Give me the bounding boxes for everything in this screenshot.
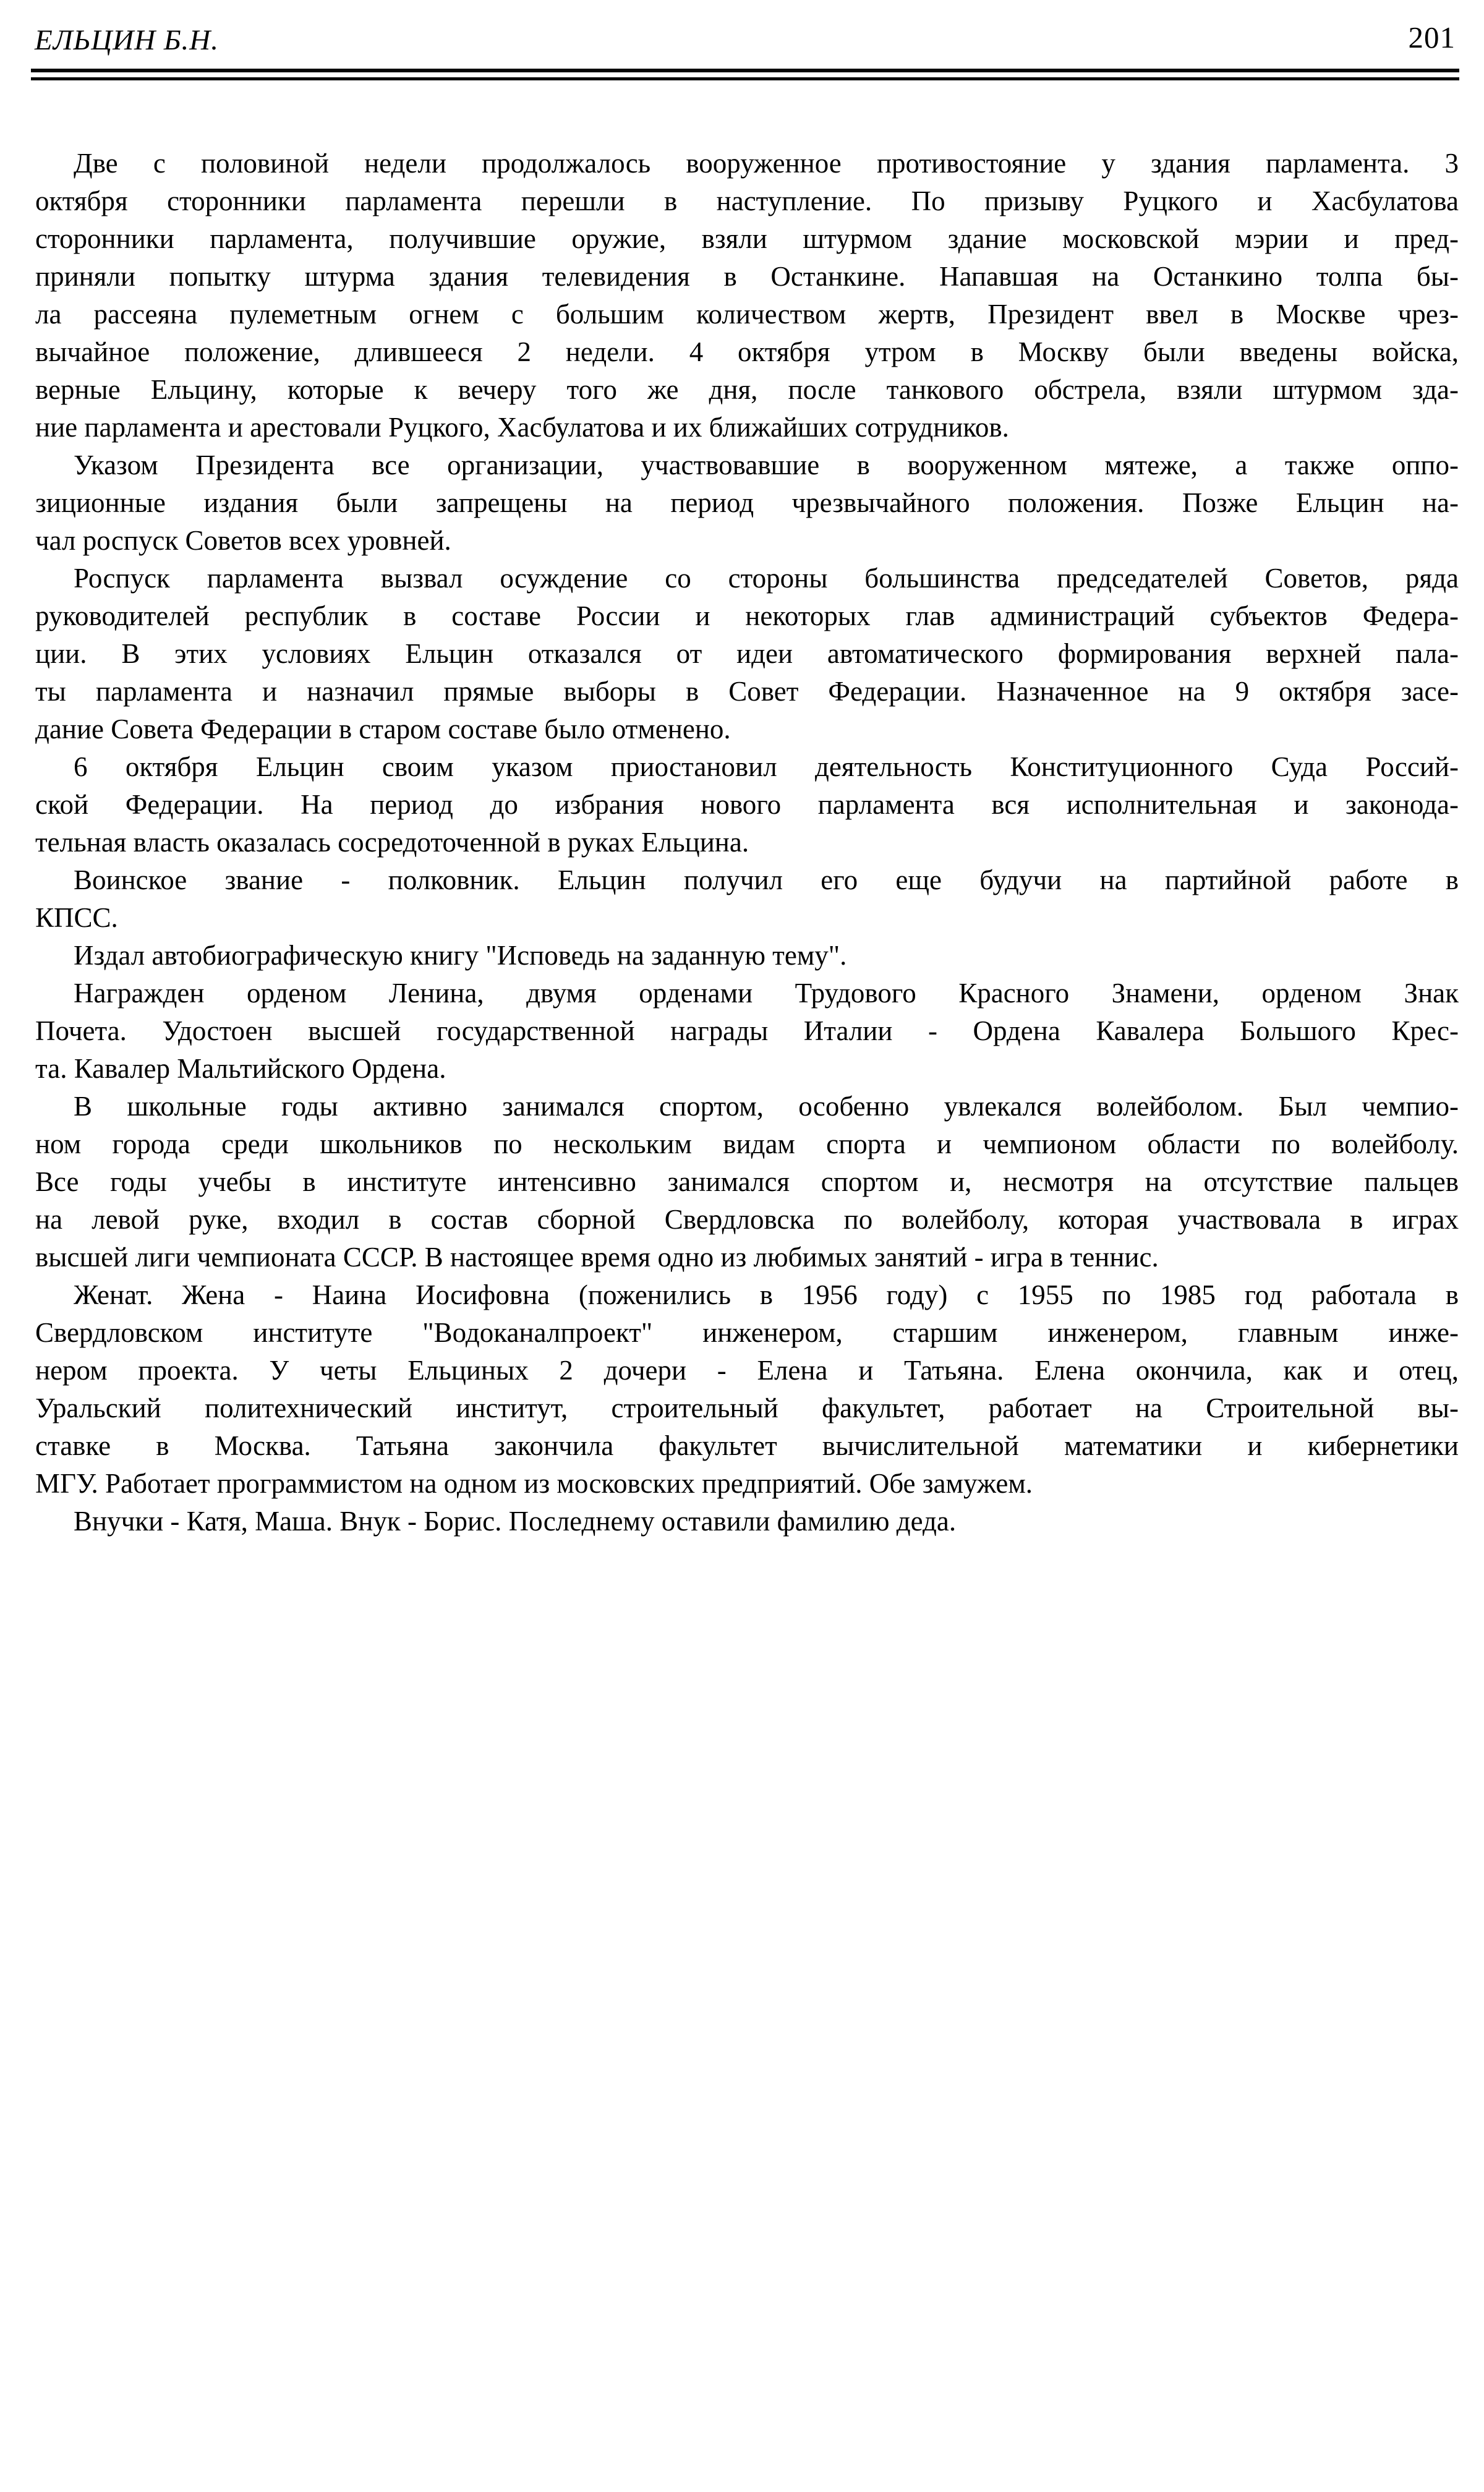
text-line: та. Кавалер Мальтийского Ордена. xyxy=(35,1053,446,1084)
text-line: вычайное положение, длившееся 2 недели. 4 октября утром в Москву были введены войска, xyxy=(35,336,1459,367)
text-line: Награжден орденом Ленина, двумя орденами Трудового Красного Знамени, орденом Знак xyxy=(74,978,1459,1009)
page-body-text xyxy=(35,145,1459,1540)
text-line: на левой руке, входил в состав сборной Свердловска по волейболу, которая участвовала в играх xyxy=(35,1204,1459,1235)
text-line: нером проекта. У четы Ельциных 2 дочери - Елена и Татьяна. Елена окончила, как и отец, xyxy=(35,1355,1459,1386)
text-line: дание Совета Федерации в старом составе было отменено. xyxy=(35,714,731,745)
paragraph xyxy=(35,446,1459,560)
running-header-title: ЕЛЬЦИН Б.Н. xyxy=(35,24,220,56)
text-line: зиционные издания были запрещены на период чрезвычайного положения. Позже Ельцин на- xyxy=(35,487,1459,518)
text-line: Женат. Жена - Наина Иосифовна (поженились в 1956 году) с 1955 по 1985 год работала в xyxy=(74,1279,1459,1310)
text-line: ставке в Москва. Татьяна закончила факультет вычислительной математики и кибернетики xyxy=(35,1430,1459,1461)
text-line: Свердловском институте "Водоканалпроект" инженером, старшим инженером, главным инже- xyxy=(35,1317,1459,1348)
header-divider-rule xyxy=(31,69,1459,80)
text-line: Воинское звание - полковник. Ельцин получил его еще будучи на партийной работе в xyxy=(74,864,1459,895)
text-line: верные Ельцину, которые к вечеру того же дня, после танкового обстрела, взяли штурмом зда- xyxy=(35,374,1459,405)
text-line: Две с половиной недели продолжалось вооруженное противостояние у здания парламента. 3 xyxy=(74,148,1459,179)
page-header xyxy=(35,20,1456,61)
text-line: ции. В этих условиях Ельцин отказался от идеи автоматического формирования верхней пала- xyxy=(35,638,1459,669)
text-line: октября сторонники парламента перешли в наступление. По призыву Руцкого и Хасбулатова xyxy=(35,186,1459,216)
text-line: МГУ. Работает программистом на одном из московских предприятий. Обе замужем. xyxy=(35,1468,1033,1499)
paragraph xyxy=(35,1276,1459,1503)
paragraph xyxy=(35,975,1459,1088)
text-line: Все годы учебы в институте интенсивно занимался спортом и, несмотря на отсутствие пальцев xyxy=(35,1166,1459,1197)
text-line: ты парламента и назначил прямые выборы в Совет Федерации. Назначенное на 9 октября засе- xyxy=(35,676,1459,707)
text-line: Указом Президента все организации, участвовавшие в вооруженном мятеже, а также оппо- xyxy=(74,450,1459,480)
paragraph xyxy=(35,1503,1459,1540)
text-line: В школьные годы активно занимался спортом, особенно увлекался волейболом. Был чемпио- xyxy=(74,1091,1459,1122)
text-line: ла рассеяна пулеметным огнем с большим количеством жертв, Президент ввел в Москве чрез- xyxy=(35,299,1459,330)
text-line: сторонники парламента, получившие оружие, взяли штурмом здание московской мэрии и пред- xyxy=(35,223,1459,254)
paragraph xyxy=(35,560,1459,748)
text-line: руководителей республик в составе России и некоторых глав администраций субъектов Федера- xyxy=(35,600,1459,631)
paragraph xyxy=(35,937,1459,975)
page-number: 201 xyxy=(1408,20,1456,54)
text-line: КПСС. xyxy=(35,902,118,933)
text-line: чал роспуск Советов всех уровней. xyxy=(35,525,451,556)
text-line: Уральский политехнический институт, строительный факультет, работает на Строительной вы- xyxy=(35,1393,1459,1423)
paragraph xyxy=(35,145,1459,446)
text-line: 6 октября Ельцин своим указом приостановил деятельность Конституционного Суда Россий- xyxy=(74,751,1459,782)
paragraph xyxy=(35,861,1459,937)
text-line: высшей лиги чемпионата СССР. В настоящее время одно из любимых занятий - игра в теннис. xyxy=(35,1242,1159,1273)
text-line: тельная власть оказалась сосредоточенной в руках Ельцина. xyxy=(35,827,749,858)
text-line: ние парламента и арестовали Руцкого, Хасбулатова и их ближайших сотрудников. xyxy=(35,412,1009,443)
text-line: ской Федерации. На период до избрания нового парламента вся исполнительная и законода- xyxy=(35,789,1459,820)
text-line: Издал автобиографическую книгу "Исповедь на заданную тему". xyxy=(74,940,847,971)
text-line: ном города среди школьников по нескольким видам спорта и чемпионом области по волейболу. xyxy=(35,1129,1459,1159)
text-line: Почета. Удостоен высшей государственной награды Италии - Ордена Кавалера Большого Крес- xyxy=(35,1015,1459,1046)
text-line: Роспуск парламента вызвал осуждение со стороны большинства председателей Советов, ряда xyxy=(74,563,1459,594)
text-line: приняли попытку штурма здания телевидения в Останкине. Напавшая на Останкино толпа бы- xyxy=(35,261,1459,292)
paragraph xyxy=(35,1088,1459,1276)
text-line: Внучки - Катя, Маша. Внук - Борис. Последнему оставили фамилию деда. xyxy=(74,1506,957,1537)
paragraph xyxy=(35,748,1459,861)
